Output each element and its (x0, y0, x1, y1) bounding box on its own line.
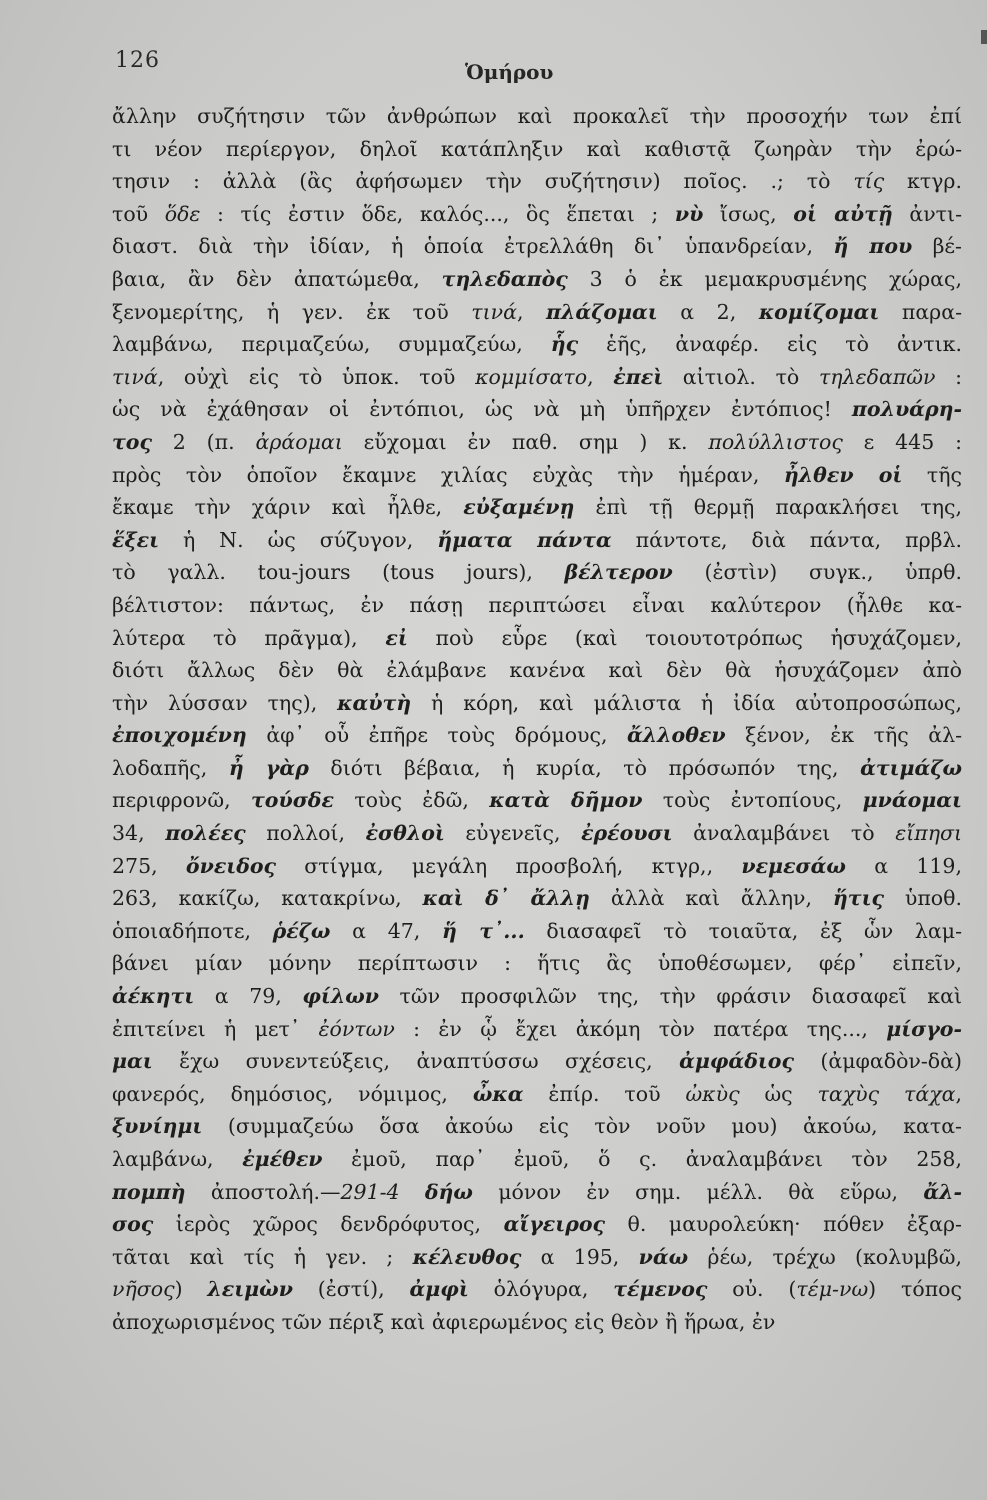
text-line: πομπὴ ἀποστολή.—291-4 δήω μόνον ἐν σημ. μέλλ. θὰ εὕρω, ἄλ- (112, 1179, 962, 1204)
text-line: τησιν : ἀλλὰ (ἂς ἀφήσωμεν τὴν συζήτησιν) ποῖος. .; τὸ τίς κτγρ. (112, 169, 962, 194)
text-line: σος ἱερὸς χῶρος δενδρόφυτος, αἴγειρος θ. μαυρολεύκη· πόθεν ἐξαρ- (112, 1212, 962, 1237)
commentary-text (112, 100, 962, 1339)
text-line: ἐπιτείνει ἡ μετ᾽ ἐόντων : ἐν ᾧ ἔχει ἀκόμη τὸν πατέρα της..., μίσγο- (112, 1016, 962, 1041)
text-line: ἕξει ἡ Ν. ὡς σύζυγον, ἤματα πάντα πάντοτε, διὰ πάντα, πρβλ. (112, 527, 962, 552)
text-line: βαια, ἂν δὲν ἀπατώμεθα, τηλεδαπὸς 3 ὁ ἐκ μεμακρυσμένης χώρας, (112, 266, 962, 291)
text-line: λύτερα τὸ πρᾶγμα), εἰ ποὺ εὗρε (καὶ τοιουτοτρόπως ἡσυχάζομεν, (112, 625, 962, 650)
text-line: διότι ἄλλως δὲν θὰ ἐλάμβανε κανένα καὶ δὲν θὰ ἡσυχάζομεν ἀπὸ (112, 658, 962, 683)
text-line: τος 2 (π. ἀράομαι εὔχομαι ἐν παθ. σημ ) κ. πολύλλιστος ε 445 : (112, 429, 962, 454)
text-line: τὴν λύσσαν της), καὐτὴ ἡ κόρη, καὶ μάλιστα ἡ ἰδία αὐτοπροσώπως, (112, 690, 962, 715)
text-line: λαμβάνω, περιμαζεύω, συμμαζεύω, ἧς ἑῆς, ἀναφέρ. εἰς τὸ ἀντικ. (112, 332, 962, 357)
text-line: φανερός, δημόσιος, νόμιμος, ὦκα ἐπίρ. τοῦ ὠκὺς ὡς ταχὺς τάχα, (112, 1081, 962, 1106)
text-line: 275, ὄνειδος στίγμα, μεγάλη προσβολή, κτγρ,, νεμεσάω α 119, (112, 853, 962, 878)
text-line: ὁποιαδήποτε, ῥέζω α 47, ἥ τ᾽... διασαφεῖ τὸ τοιαῦτα, ἐξ ὧν λαμ- (112, 918, 962, 943)
text-line: ἀέκητι α 79, φίλων τῶν προσφιλῶν της, τὴν φράσιν διασαφεῖ καὶ (112, 984, 962, 1009)
text-line: τι νέον περίεργον, δηλοῖ κατάπληξιν καὶ καθιστᾷ ζωηρὰν τὴν ἐρώ- (112, 136, 962, 161)
text-line: περιφρονῶ, τούσδε τοὺς ἐδῶ, κατὰ δῆμον τοὺς ἐντοπίους, μνάομαι (112, 788, 962, 813)
text-line: διαστ. διὰ τὴν ἰδίαν, ἡ ὁποία ἐτρελλάθη δι᾽ ὑπανδρείαν, ἤ που βέ- (112, 234, 962, 259)
text-line: λοδαπῆς, ἦ γὰρ διότι βέβαια, ἡ κυρία, τὸ πρόσωπόν της, ἀτιμάζω (112, 755, 962, 780)
text-line: βέλτιστον: πάντως, ἐν πάσῃ περιπτώσει εἶναι καλύτερον (ἦλθε κα- (112, 592, 962, 617)
text-line: ὡς νὰ ἐχάθησαν οἱ ἐντόπιοι, ὡς νὰ μὴ ὑπῆρχεν ἐντόπιος! πολυάρη- (112, 397, 962, 422)
text-line: ἀποχωρισμένος τῶν πέριξ καὶ ἀφιερωμένος εἰς θεὸν ἢ ἥρωα, ἐν (112, 1309, 776, 1334)
text-line: τὸ γαλλ. tou-jours (tous jours), βέλτερον (ἐστὶν) συγκ., ὑπρθ. (112, 560, 962, 585)
page-number: 126 (115, 48, 160, 73)
text-line: τινά, οὐχὶ εἰς τὸ ὑποκ. τοῦ κομμίσατο, ἐπεὶ αἰτιολ. τὸ τηλεδαπῶν : (112, 364, 962, 389)
text-line: ξυνίημι (συμμαζεύω ὅσα ἀκούω εἰς τὸν νοῦν μου) ἀκούω, κατα- (112, 1114, 962, 1139)
text-line: ἐποιχομένη ἀφ᾽ οὗ ἐπῆρε τοὺς δρόμους, ἄλλοθεν ξένον, ἐκ τῆς ἀλ- (112, 723, 962, 748)
text-line: τοῦ ὅδε : τίς ἐστιν ὅδε, καλός..., ὃς ἕπεται ; νὺ ἴσως, οἱ αὐτῇ ἀντι- (112, 201, 962, 226)
text-line: τᾶται καὶ τίς ἡ γεν. ; κέλευθος α 195, νάω ῥέω, τρέχω (κολυμβῶ, (112, 1244, 962, 1269)
text-line: ἄλλην συζήτησιν τῶν ἀνθρώπων καὶ προκαλεῖ τὴν προσοχήν των ἐπί (112, 104, 962, 128)
text-line: 34, πολέες πολλοί, ἐσθλοὶ εὐγενεῖς, ἐρέουσι ἀναλαμβάνει τὸ εἴπησι (112, 821, 962, 846)
page-edge-mark (981, 30, 987, 44)
text-line: μαι ἔχω συνεντεύξεις, ἀναπτύσσω σχέσεις, ἀμφάδιος (ἀμφαδὸν-δὰ) (112, 1049, 962, 1074)
text-line: βάνει μίαν μόνην περίπτωσιν : ἥτις ἂς ὑποθέσωμεν, φέρ᾽ εἰπεῖν, (112, 951, 962, 976)
text-line: ξενομερίτης, ἡ γεν. ἐκ τοῦ τινά, πλάζομαι α 2, κομίζομαι παρα- (112, 299, 962, 324)
text-line: 263, κακίζω, κατακρίνω, καὶ δ᾽ ἄλλῃ ἀλλὰ καὶ ἄλλην, ἥτις ὑποθ. (112, 886, 962, 911)
text-line: λαμβάνω, ἐμέθεν ἐμοῦ, παρ᾽ ἐμοῦ, ὅ ς. ἀναλαμβάνει τὸν 258, (112, 1147, 962, 1171)
text-line: νῆσος) λειμὼν (ἐστί), ἀμφὶ ὁλόγυρα, τέμενος οὐ. (τέμ-νω) τόπος (112, 1277, 962, 1302)
text-line: πρὸς τὸν ὁποῖον ἔκαμνε χιλίας εὐχὰς τὴν ἡμέραν, ἦλθεν οἱ τῆς (112, 462, 962, 487)
running-head: Ὁμήρου (465, 60, 554, 84)
text-line: ἔκαμε τὴν χάριν καὶ ἦλθε, εὐξαμένῃ ἐπὶ τῇ θερμῇ παρακλήσει της, (112, 495, 962, 520)
